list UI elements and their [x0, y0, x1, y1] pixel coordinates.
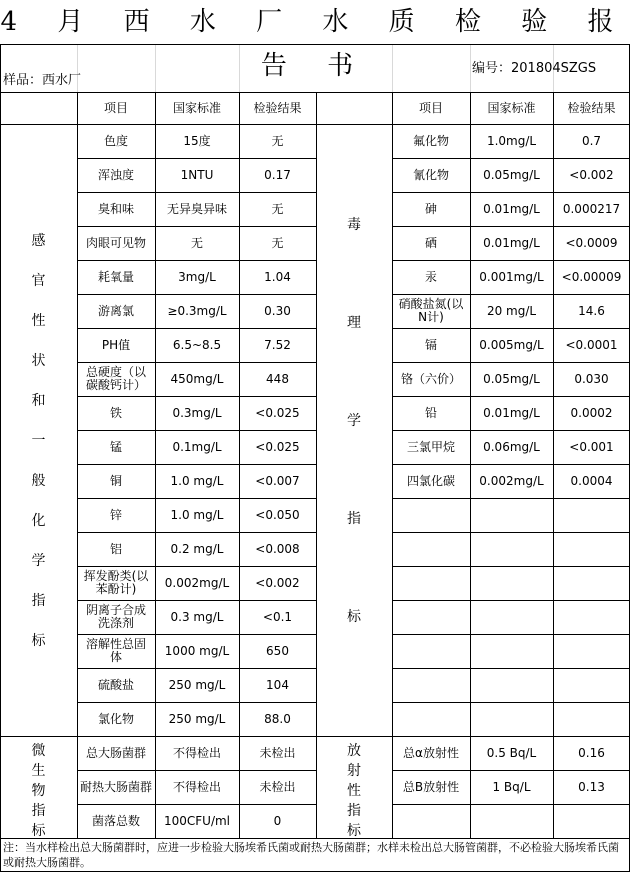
standard-value: 0.005mg/L: [479, 337, 544, 352]
row-rule: [392, 532, 630, 533]
group-label-char: 标: [31, 823, 46, 839]
right-header-result: 检验结果: [567, 100, 616, 115]
standard-value: 0.3 mg/L: [170, 609, 224, 624]
item-name: 铝: [109, 541, 122, 556]
group-label-char: 指: [347, 803, 361, 819]
standard-value: 0.1mg/L: [172, 439, 222, 454]
group-label-char: 物: [31, 783, 46, 799]
group-label-char: 化: [31, 513, 46, 529]
standard-value: 0.2 mg/L: [170, 541, 224, 556]
title-rule: [0, 44, 630, 45]
group-label-radio: [316, 740, 392, 839]
group-label-char: 般: [31, 473, 46, 489]
result-value: 88.0: [264, 711, 291, 726]
result-value: 0.13: [578, 779, 605, 794]
result-value: 7.52: [264, 337, 291, 352]
group-label-char: 性: [31, 313, 46, 329]
result-value: 1.04: [264, 269, 291, 284]
group-label-micro: [0, 740, 77, 839]
group-label-char: 标: [347, 823, 361, 839]
result-value: 104: [266, 677, 289, 692]
item-name: 硒: [424, 235, 437, 250]
item-name: 铜: [109, 473, 122, 488]
group-label-char: 微: [31, 743, 46, 759]
right-header-standard: 国家标准: [487, 100, 536, 115]
row-rule: [392, 634, 630, 635]
standard-value: 250 mg/L: [168, 711, 226, 726]
standard-value: 450mg/L: [170, 371, 224, 386]
group-label-char: 状: [31, 353, 46, 369]
item-name: 锌: [109, 507, 122, 522]
standard-value: 0.5 Bq/L: [486, 745, 537, 760]
standard-value: 0.3mg/L: [172, 405, 222, 420]
standard-value: 3mg/L: [178, 269, 216, 284]
standard-value: 0.01mg/L: [483, 235, 540, 250]
result-value: 0: [273, 813, 282, 828]
standard-value: 0.05mg/L: [483, 167, 540, 182]
item-name: 总大肠菌群: [85, 745, 146, 760]
standard-value: 1NTU: [180, 167, 214, 182]
report-code: 编号：201804SZGS: [472, 60, 597, 76]
item-name: 镉: [424, 337, 437, 352]
item-name: 溶解性总固 体: [85, 637, 146, 664]
footnote: 注：当水样检出总大肠菌群时，应进一步检验大肠埃希氏菌或耐热大肠菌群；水样未检出总大肠管菌群，不必检验大肠埃希氏菌或耐热大肠菌群。: [3, 841, 619, 869]
standard-value: 0.002mg/L: [164, 575, 230, 590]
group-label-char: 毒: [347, 217, 361, 233]
group-label-char: 理: [347, 315, 361, 331]
item-name: 总α放射性: [403, 745, 459, 760]
result-value: 0.30: [264, 303, 291, 318]
group-label-char: 学: [31, 553, 46, 569]
group-label-char: 感: [31, 233, 46, 249]
table-bottom-rule: [0, 838, 630, 839]
standard-value: 1.0 mg/L: [170, 507, 224, 522]
result-value: 无: [271, 133, 284, 148]
item-name: 菌落总数: [91, 813, 140, 828]
row-rule: [392, 804, 630, 805]
item-name: 铬（六价）: [400, 371, 461, 386]
result-value: <0.008: [255, 541, 300, 556]
group-label-char: 生: [31, 763, 46, 779]
result-value: <0.025: [255, 405, 300, 420]
result-value: 448: [266, 371, 289, 386]
result-value: <0.0009: [565, 235, 618, 250]
group-label-char: 指: [31, 803, 46, 819]
standard-value: 250 mg/L: [168, 677, 226, 692]
row-rule: [392, 566, 630, 567]
standard-value: 6.5~8.5: [172, 337, 222, 352]
standard-value: 0.002mg/L: [479, 473, 544, 488]
group-label-char: 指: [347, 511, 361, 527]
sheet-gridline: [155, 44, 156, 92]
item-name: 四氯化碳: [406, 473, 455, 488]
report-title: 4 月 西 水 厂 水 质 检 验 报 告 书: [0, 7, 630, 81]
result-value: 未检出: [259, 779, 296, 794]
left-header-item: 项目: [103, 100, 128, 115]
result-value: 0.0004: [570, 473, 613, 488]
result-value: 14.6: [578, 303, 605, 318]
result-value: <0.050: [255, 507, 300, 522]
sample-label: 样品：西水厂: [3, 72, 82, 88]
row-rule: [392, 498, 630, 499]
item-name: 游离氯: [97, 303, 134, 318]
item-name: 臭和味: [97, 201, 134, 216]
item-name: PH值: [101, 337, 131, 352]
group-label-char: 标: [347, 609, 361, 625]
result-value: <0.002: [569, 167, 614, 182]
result-value: <0.00009: [561, 269, 622, 284]
group-label-char: 官: [31, 273, 46, 289]
left-header-standard: 国家标准: [172, 100, 221, 115]
right-header-item: 项目: [418, 100, 443, 115]
standard-value: 15度: [183, 133, 211, 148]
item-name: 氟化物: [412, 133, 449, 148]
row-rule: [392, 600, 630, 601]
item-name: 硝酸盐氮(以 N计): [398, 297, 464, 324]
standard-value: 1.0mg/L: [486, 133, 537, 148]
standard-value: 0.001mg/L: [479, 269, 544, 284]
group-label-char: 一: [31, 433, 46, 449]
standard-value: ≥0.3mg/L: [167, 303, 227, 318]
item-name: 阴离子合成 洗涤剂: [85, 603, 146, 630]
group-label-toxic: [316, 175, 392, 665]
result-value: 无: [271, 201, 284, 216]
group-label-sensory: [0, 220, 77, 660]
result-value: <0.1: [262, 609, 293, 624]
item-name: 铁: [109, 405, 122, 420]
standard-value: 20 mg/L: [486, 303, 537, 318]
standard-value: 0.05mg/L: [483, 371, 540, 386]
group-label-char: 学: [347, 413, 361, 429]
row-rule: [392, 702, 630, 703]
sheet-gridline: [239, 44, 240, 92]
standard-value: 无异臭异味: [166, 201, 227, 216]
item-name: 总Β放射性: [402, 779, 460, 794]
item-name: 肉眼可见物: [85, 235, 146, 250]
standard-value: 0.01mg/L: [483, 201, 540, 216]
item-name: 色度: [103, 133, 128, 148]
item-name: 浑浊度: [97, 167, 134, 182]
result-value: 0.17: [264, 167, 291, 182]
result-value: 无: [271, 235, 284, 250]
standard-value: 100CFU/ml: [163, 813, 231, 828]
result-value: <0.001: [569, 439, 614, 454]
group-label-char: 性: [347, 783, 361, 799]
item-name: 汞: [424, 269, 437, 284]
standard-value: 1.0 mg/L: [170, 473, 224, 488]
item-name: 砷: [424, 201, 437, 216]
result-value: <0.025: [255, 439, 300, 454]
result-value: 未检出: [259, 745, 296, 760]
result-value: 0.7: [581, 133, 602, 148]
item-name: 总硬度（以 碳酸钙计）: [85, 365, 146, 392]
group-label-char: 放: [347, 743, 361, 759]
item-name: 氯化物: [97, 711, 134, 726]
group-label-char: 射: [347, 763, 361, 779]
result-value: 0.030: [574, 371, 609, 386]
item-name: 铅: [424, 405, 437, 420]
row-rule: [392, 668, 630, 669]
result-value: 0.0002: [570, 405, 613, 420]
group-label-char: 和: [31, 393, 46, 409]
left-header-result: 检验结果: [253, 100, 302, 115]
result-value: <0.0001: [565, 337, 618, 352]
result-value: <0.007: [255, 473, 300, 488]
standard-value: 0.01mg/L: [483, 405, 540, 420]
result-value: 650: [266, 643, 289, 658]
item-name: 耐热大肠菌群: [79, 779, 152, 794]
standard-value: 不得检出: [172, 779, 221, 794]
group-label-char: 标: [31, 633, 46, 649]
standard-value: 不得检出: [172, 745, 221, 760]
result-value: 0.16: [578, 745, 605, 760]
standard-value: 0.06mg/L: [483, 439, 540, 454]
item-name: 三氯甲烷: [406, 439, 455, 454]
standard-value: 1 Bq/L: [492, 779, 531, 794]
item-name: 锰: [109, 439, 122, 454]
result-value: <0.002: [255, 575, 300, 590]
item-name: 挥发酚类(以 苯酚计): [83, 569, 149, 596]
item-name: 硫酸盐: [97, 677, 134, 692]
group-label-char: 指: [31, 593, 46, 609]
result-value: 0.000217: [562, 201, 621, 216]
item-name: 耗氧量: [97, 269, 134, 284]
standard-value: 1000 mg/L: [164, 643, 230, 658]
item-name: 氰化物: [412, 167, 449, 182]
sheet-gridline: [392, 44, 393, 92]
standard-value: 无: [190, 235, 203, 250]
